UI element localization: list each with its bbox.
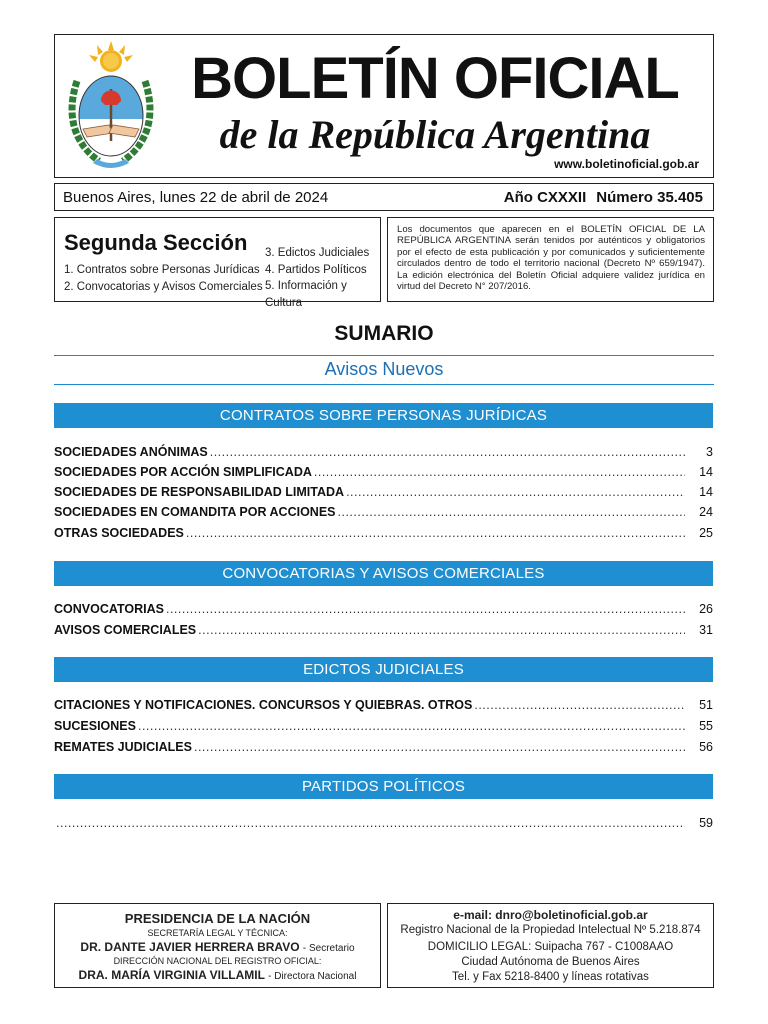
toc-entry-page: 55 <box>699 719 713 733</box>
divider <box>54 355 714 356</box>
footer-secretary <box>55 940 380 954</box>
footer-address: DOMICILIO LEGAL: Suipacha 767 - C1008AAO <box>427 941 674 953</box>
toc-entry-page: 14 <box>699 485 713 499</box>
toc-entry-page: 31 <box>699 623 713 637</box>
section-header-edictos: EDICTOS JUDICIALES <box>54 657 713 682</box>
dot-leader <box>194 740 685 754</box>
date-bar <box>54 183 714 211</box>
footer-secretary-name: DR. DANTE JAVIER HERRERA BRAVO <box>80 940 300 954</box>
dot-leader <box>346 485 685 499</box>
toc-entry-label: SUCESIONES <box>54 719 136 733</box>
legal-notice: Los documentos que aparecen en el BOLETÍN OFICIAL DE LA REPÚBLICA ARGENTINA serán tenidos por auténticos y obligatorios por el efecto de esta publicación y por comunicados y suficientemente circulados dentro de todo el territorio nacional (Decreto Nº 659/1947). La edición electrónica del Boletín Oficial adquiere validez jurídica en virtud del Decreto N° 207/2016. <box>397 224 705 293</box>
section-list-item: 3. Edictos Judiciales <box>265 247 370 259</box>
dot-leader <box>198 623 685 637</box>
footer-presidency: PRESIDENCIA DE LA NACIÓN <box>124 911 311 926</box>
edition-date: Buenos Aires, lunes 22 de abril de 2024 <box>63 189 329 206</box>
sumario-title: SUMARIO <box>334 322 434 345</box>
footer-registry: Registro Nacional de la Propiedad Intelectual Nº 5.218.874 <box>400 924 701 936</box>
toc-entry-page: 59 <box>699 816 713 830</box>
section-list-item: 5. Información y Cultura <box>265 280 347 309</box>
toc-entry-page: 14 <box>699 465 713 479</box>
toc-entry[interactable] <box>54 600 713 616</box>
footer-contact-box <box>387 903 714 988</box>
footer-secretary-role: - Secretario <box>302 943 355 954</box>
section-title: Segunda Sección <box>64 230 248 255</box>
dot-leader <box>314 465 685 479</box>
masthead <box>54 34 714 178</box>
toc-entry[interactable] <box>54 621 713 637</box>
section-list-item: 2. Convocatorias y Avisos Comerciales <box>64 280 263 293</box>
footer-director-role: - Directora Nacional <box>268 971 357 982</box>
legal-notice-box <box>387 217 714 302</box>
toc-entry[interactable] <box>54 814 713 830</box>
website-link[interactable]: www.boletinoficial.gob.ar <box>554 157 699 171</box>
dot-leader <box>138 719 685 733</box>
footer-director <box>55 968 380 982</box>
toc-entry-label: SOCIEDADES EN COMANDITA POR ACCIONES <box>54 505 336 519</box>
toc-entry[interactable] <box>54 443 713 459</box>
toc-entry-label: SOCIEDADES DE RESPONSABILIDAD LIMITADA <box>54 485 345 499</box>
section-box <box>54 217 381 309</box>
toc-entry-label: AVISOS COMERCIALES <box>54 623 197 637</box>
masthead-subtitle: de la República Argentina <box>219 112 651 157</box>
toc-entry-page: 25 <box>699 526 713 540</box>
coat-of-arms-icon <box>63 41 159 173</box>
section-header-contratos: CONTRATOS SOBRE PERSONAS JURÍDICAS <box>54 403 713 428</box>
footer-directorate-label: DIRECCIÓN NACIONAL DEL REGISTRO OFICIAL: <box>113 956 322 966</box>
dot-leader <box>474 698 685 712</box>
toc-entry-label: OTRAS SOCIEDADES <box>54 526 184 540</box>
toc-entry-page: 56 <box>699 740 713 754</box>
edition-number <box>504 189 703 206</box>
section-list-item: 1. Contratos sobre Personas Jurídicas <box>64 264 260 276</box>
footer-city: Ciudad Autónoma de Buenos Aires <box>461 956 640 968</box>
toc-entry[interactable] <box>54 717 713 733</box>
toc-entry-label: SOCIEDADES POR ACCIÓN SIMPLIFICADA <box>54 465 312 479</box>
edition-year: Año CXXXII <box>503 189 587 206</box>
footer-director-name: DRA. MARÍA VIRGINIA VILLAMIL <box>78 968 265 982</box>
section-list-right <box>265 245 380 311</box>
toc-entry-page: 51 <box>699 698 713 712</box>
dot-leader <box>56 816 685 830</box>
dot-leader <box>186 526 685 540</box>
toc-entry[interactable] <box>54 524 713 540</box>
toc-entry-page: 26 <box>699 602 713 616</box>
toc-entry[interactable] <box>54 696 713 712</box>
footer-email[interactable]: e-mail: dnro@boletinoficial.gob.ar <box>453 908 648 922</box>
masthead-title: BOLETÍN OFICIAL <box>191 46 679 111</box>
toc-entry-label: CONVOCATORIAS <box>54 602 164 616</box>
footer-authority-box <box>54 903 381 988</box>
footer-secretariat-label: SECRETARÍA LEGAL Y TÉCNICA: <box>147 928 288 938</box>
toc-entry-label: REMATES JUDICIALES <box>54 740 192 754</box>
section-header-partidos: PARTIDOS POLÍTICOS <box>54 774 713 799</box>
section-header-convocatorias: CONVOCATORIAS Y AVISOS COMERCIALES <box>54 561 713 586</box>
toc-entry-label: CITACIONES Y NOTIFICACIONES. CONCURSOS Y QUIEBRAS. OTROS <box>54 698 473 712</box>
toc-entry-label: SOCIEDADES ANÓNIMAS <box>54 445 208 459</box>
toc-entry-page: 3 <box>706 445 713 459</box>
divider <box>54 384 714 385</box>
footer-phone: Tel. y Fax 5218-8400 y líneas rotativas <box>452 971 649 983</box>
dot-leader <box>166 602 685 616</box>
section-list-left <box>64 262 263 295</box>
toc-entry-page: 24 <box>699 505 713 519</box>
dot-leader <box>338 505 685 519</box>
dot-leader <box>210 445 685 459</box>
section-list-item: 4. Partidos Políticos <box>265 263 367 276</box>
toc-entry[interactable] <box>54 503 713 519</box>
sumario-subtitle: Avisos Nuevos <box>324 359 444 379</box>
toc-entry[interactable] <box>54 483 713 499</box>
toc-entry[interactable] <box>54 738 713 754</box>
toc-entry[interactable] <box>54 463 713 479</box>
edition-issue-number: Número 35.405 <box>596 189 703 206</box>
